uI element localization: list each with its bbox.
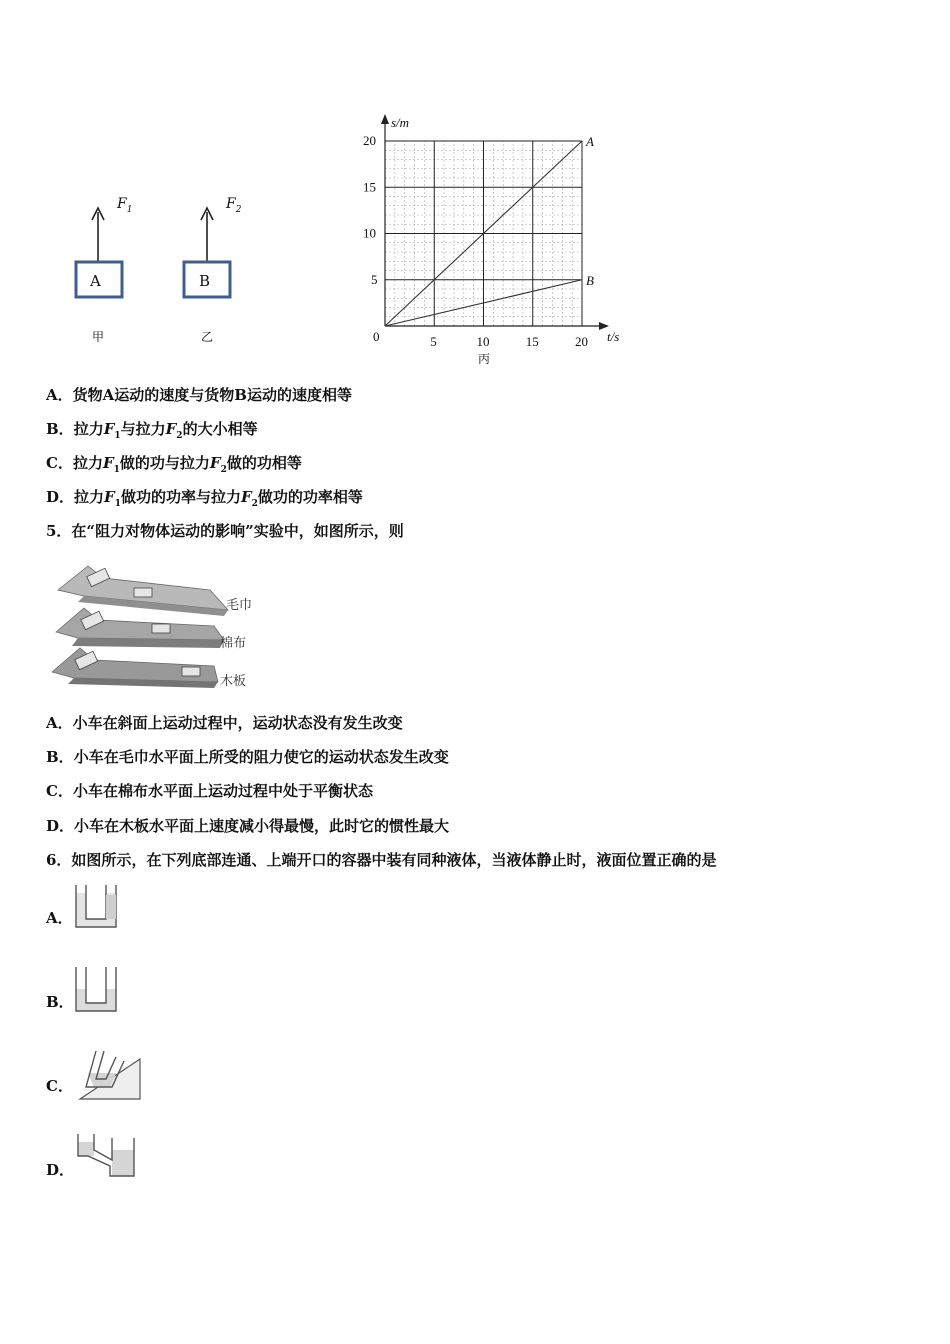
option-letter: A． xyxy=(46,386,73,404)
symbol-f: F xyxy=(240,488,252,506)
symbol-f: F xyxy=(102,454,114,472)
y-axis-arrow xyxy=(381,114,389,124)
subscript: 1 xyxy=(114,431,121,441)
option-letter: B． xyxy=(46,748,74,766)
q6-stem: 6．如图所示，在下列底部连通、上端开口的容器中装有同种液体，当液体静止时，液面位置正确的是 xyxy=(46,851,717,869)
option-text: 拉力 xyxy=(72,454,103,472)
option-letter: C． xyxy=(46,454,73,472)
option-letter: C． xyxy=(46,782,73,800)
caption-bing: 丙 xyxy=(478,352,491,366)
y-tick-label: 20 xyxy=(363,133,376,148)
x-tick-label: 10 xyxy=(476,334,490,349)
option-text: 小车在毛巾水平面上所受的阻力使它的运动状态发生改变 xyxy=(73,748,449,766)
option-text: 货物A运动的速度与货物B运动的速度相等 xyxy=(72,386,352,404)
option-text: 小车在棉布水平面上运动过程中处于平衡状态 xyxy=(72,782,373,800)
option-text: 做功的功率相等 xyxy=(257,488,363,506)
st-graph xyxy=(355,110,635,370)
subscript: 1 xyxy=(113,465,120,475)
caption-yi: 乙 xyxy=(201,330,214,344)
connected-vessel-d-figure xyxy=(74,1132,140,1182)
figure-jia xyxy=(60,190,150,350)
y-tick-label: 15 xyxy=(363,179,376,195)
symbol-f: F xyxy=(104,488,115,506)
q4-option-c[interactable] xyxy=(46,453,302,480)
figure-yi xyxy=(168,190,258,350)
force-f2-label: $F_2$ xyxy=(226,196,242,215)
option-text: 的大小相等 xyxy=(182,420,258,438)
subscript: 2 xyxy=(251,499,258,509)
surface-label-towel: 毛巾 xyxy=(226,598,253,613)
subscript: 1 xyxy=(114,499,121,509)
u-tube-a-figure xyxy=(74,883,124,933)
q5-option-a[interactable] xyxy=(46,713,403,733)
option-text: 小车在木板水平面上速度减小得最慢，此时它的惯性最大 xyxy=(74,817,450,835)
q4-option-d[interactable] xyxy=(46,487,363,514)
q6-option-b-label[interactable]: B． xyxy=(46,993,74,1011)
symbol-f: F xyxy=(209,454,221,472)
option-letter: B． xyxy=(46,420,74,438)
option-letter: D． xyxy=(46,488,75,506)
option-text: 与拉力 xyxy=(120,420,166,438)
q5-option-b[interactable] xyxy=(46,747,449,767)
q6-option-d-label[interactable]: D． xyxy=(46,1161,75,1179)
force-diagram-b xyxy=(168,190,258,350)
y-tick-label: 10 xyxy=(363,225,376,241)
option-text: 拉力 xyxy=(73,420,104,438)
surface-label-cotton: 棉布 xyxy=(220,636,247,651)
option-text: 做的功与拉力 xyxy=(119,454,210,472)
surface-label-board: 木板 xyxy=(220,674,247,689)
series-label-a: A xyxy=(586,134,594,149)
x-tick-label: 5 xyxy=(430,334,437,349)
u-tube-b-figure xyxy=(74,965,124,1017)
force-f1-label: $F_1$ xyxy=(117,196,133,215)
x-axis-label: t/s xyxy=(607,329,620,344)
q6-option-a-label[interactable]: A． xyxy=(46,909,73,927)
q4-option-b[interactable] xyxy=(46,419,258,446)
y-axis-label: s/m xyxy=(391,115,410,130)
subscript: 2 xyxy=(220,465,227,475)
option-text: 做的功相等 xyxy=(226,454,302,472)
q6-option-c-label[interactable]: C． xyxy=(46,1077,73,1095)
option-letter: D． xyxy=(46,817,75,835)
option-text: 做功的功率与拉力 xyxy=(120,488,241,506)
y-tick-label: 5 xyxy=(371,271,378,287)
x-tick-label: 0 xyxy=(373,329,380,344)
x-tick-label: 15 xyxy=(525,334,539,349)
option-letter: A． xyxy=(46,714,73,732)
x-tick-label: 20 xyxy=(575,334,588,349)
symbol-f: F xyxy=(103,420,115,438)
box-a-label: A xyxy=(90,272,101,290)
q5-stem: 5．在“阻力对物体运动的影响”实验中，如图所示，则 xyxy=(46,522,404,540)
q5-option-d[interactable] xyxy=(46,816,449,836)
series-label-b: B xyxy=(586,272,594,288)
box-b-label: B xyxy=(199,272,211,290)
option-text: 小车在斜面上运动过程中，运动状态没有发生改变 xyxy=(72,714,403,732)
caption-jia: 甲 xyxy=(92,330,105,344)
force-diagram-a xyxy=(60,190,150,350)
q4-option-a[interactable] xyxy=(46,385,352,405)
subscript: 2 xyxy=(176,431,183,441)
tilted-tube-c-figure xyxy=(74,1047,146,1103)
q5-option-c[interactable] xyxy=(46,781,373,801)
symbol-f: F xyxy=(165,420,177,438)
option-text: 拉力 xyxy=(74,488,105,506)
